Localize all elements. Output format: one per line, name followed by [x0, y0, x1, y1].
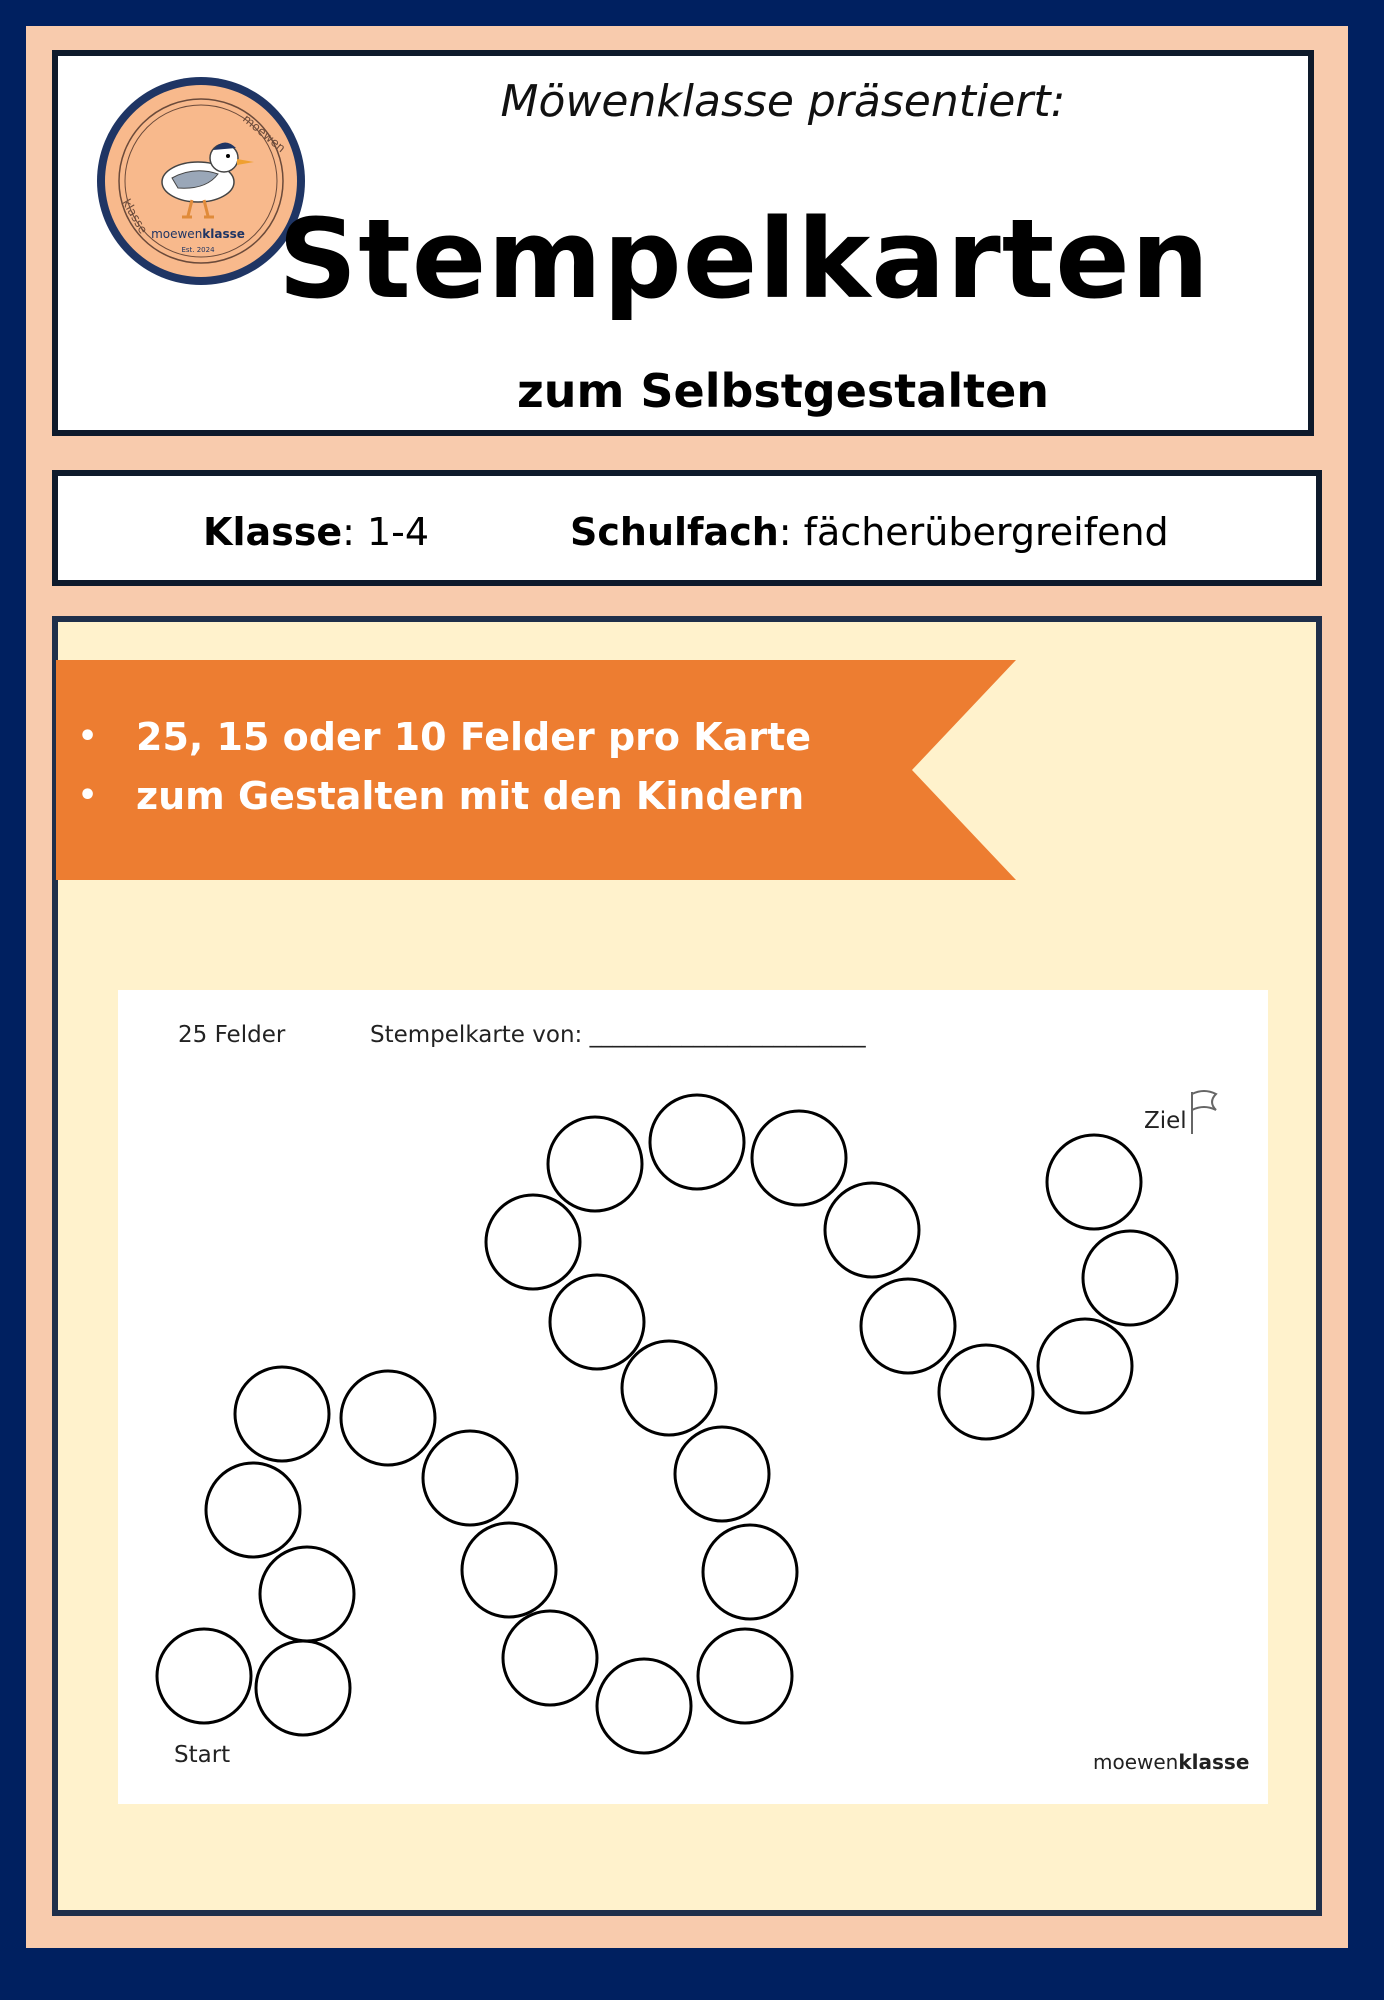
page-title: Stempelkarten — [278, 195, 1211, 323]
start-label: Start — [174, 1742, 231, 1768]
logo-established: Est. 2024 — [181, 246, 215, 254]
feature-item: • 25, 15 oder 10 Felder pro Karte — [78, 715, 812, 759]
subject-label: Schulfach — [570, 510, 779, 554]
stamp-field — [698, 1629, 792, 1723]
brand-regular: moewen — [1093, 1750, 1179, 1774]
stamp-field — [206, 1463, 300, 1557]
stamp-field — [825, 1183, 919, 1277]
subject-info — [570, 510, 1169, 554]
stamp-field — [548, 1117, 642, 1211]
logo-arc-top: moewen — [240, 111, 289, 156]
card-brand — [1093, 1750, 1249, 1774]
stamp-field — [597, 1659, 691, 1753]
stamp-field — [235, 1367, 329, 1461]
stamp-field — [486, 1195, 580, 1289]
fields-count-label: 25 Felder — [178, 1022, 286, 1048]
stamp-field — [861, 1279, 955, 1373]
grade-value: : 1-4 — [342, 510, 430, 554]
grade-label: Klasse — [203, 510, 343, 554]
info-box — [52, 470, 1322, 586]
logo-arc-bottom: klasse — [119, 196, 151, 237]
stamp-field — [752, 1111, 846, 1205]
stamp-field — [650, 1095, 744, 1189]
stamp-field — [462, 1523, 556, 1617]
stamp-field — [1038, 1319, 1132, 1413]
flag-icon — [1192, 1091, 1216, 1134]
stamp-field — [703, 1525, 797, 1619]
goal-label: Ziel — [1144, 1108, 1187, 1134]
stamp-path — [118, 990, 1268, 1804]
stamp-field — [1083, 1231, 1177, 1325]
stamp-field — [423, 1431, 517, 1525]
stamp-field — [550, 1275, 644, 1369]
svg-text:moewenklasse — [151, 227, 245, 241]
subject-value: : fächerübergreifend — [778, 510, 1169, 554]
stamp-field — [675, 1427, 769, 1521]
stamp-field — [256, 1641, 350, 1735]
logo-name-bold: klasse — [202, 227, 245, 241]
stamp-card-preview — [118, 990, 1268, 1804]
feature-text: 25, 15 oder 10 Felder pro Karte — [136, 715, 812, 759]
stamp-field — [503, 1611, 597, 1705]
feature-item: • zum Gestalten mit den Kindern — [78, 774, 805, 818]
grade-info — [203, 510, 429, 554]
owner-name-field: Stempelkarte von: ________________________ — [370, 1022, 866, 1048]
logo-name-regular: moewen — [151, 227, 203, 241]
stamp-field — [260, 1547, 354, 1641]
stamp-field — [939, 1345, 1033, 1439]
page-subtitle: zum Selbstgestalten — [516, 364, 1050, 418]
feature-text: zum Gestalten mit den Kindern — [136, 774, 805, 818]
stamp-field — [157, 1629, 251, 1723]
brand-bold: klasse — [1178, 1750, 1250, 1774]
stamp-field — [622, 1341, 716, 1435]
feature-list — [70, 712, 811, 830]
presenter-line: Möwenklasse präsentiert: — [500, 76, 1066, 127]
stamp-field — [341, 1371, 435, 1465]
stamp-field — [1047, 1135, 1141, 1229]
title-box — [52, 50, 1314, 436]
